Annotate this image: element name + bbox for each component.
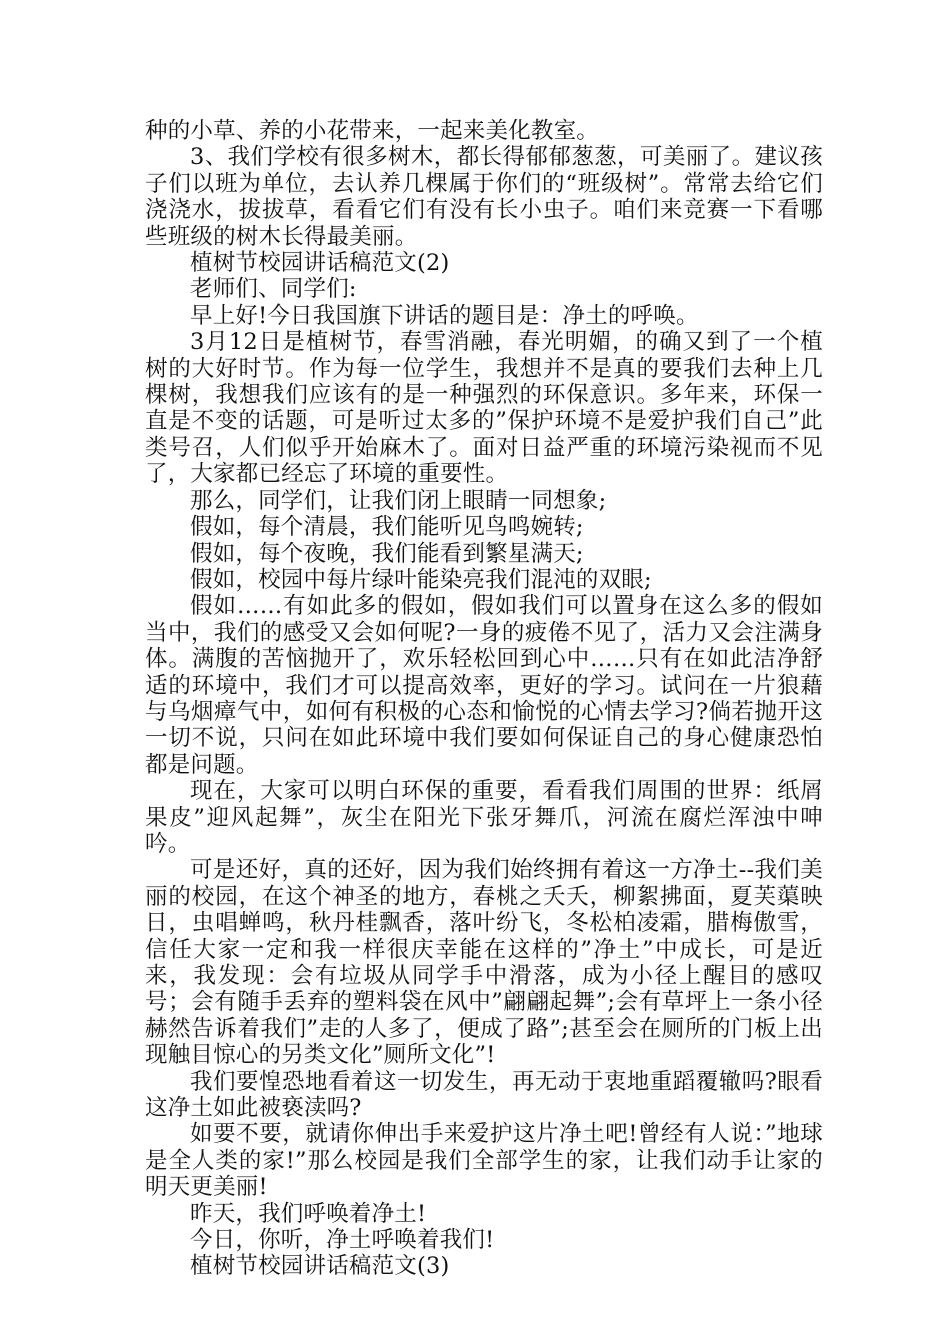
paragraph-item-3: 3、我们学校有很多树木，都长得郁郁葱葱，可美丽了。建议孩子们以班为单位，去认养几棵属于你们的“班级树”。常常去给它们浇浇水，拔拔草，看看它们有没有长小虫子。咱们来竞赛一下看哪些班级的树木长得最美丽。 xyxy=(145,144,823,250)
paragraph-if-many: 假如……有如此多的假如，假如我们可以置身在这么多的假如当中，我们的感受又会如何呢?一身的疲倦不见了，活力又会注满身体。满腹的苦恼抛开了，欢乐轻松回到心中……只有在如此洁净舒适的环境中，我们才可以提高效率，更好的学习。试问在一片狼藉与乌烟瘴气中，如何有积极的心态和愉悦的心情去学习?倘若抛开这一切不说，只问在如此环境中我们要如何保证自己的身心健康恐怕都是问题。 xyxy=(145,593,823,778)
paragraph-if-morning: 假如，每个清晨，我们能听见鸟鸣婉转; xyxy=(190,514,584,541)
paragraph-pure-land: 可是还好，真的还好，因为我们始终拥有着这一方净土--我们美丽的校园，在这个神圣的地方，春桃之夭夭，柳絮拂面，夏芙蕖映日，虫唱蝉鸣，秋丹桂飘香，落叶纷飞，冬松柏凌霜，腊梅傲雪，信任大家一定和我一样很庆幸能在这样的”净土”中成长，可是近来，我发现：会有垃圾从同学手中滑落，成为小径上醒目的感叹号；会有随手丢弃的塑料袋在风中”翩翩起舞”;会有草坪上一条小径赫然告诉着我们”走的人多了，便成了路”;甚至会在厕所的门板上出现触目惊心的另类文化”厕所文化”! xyxy=(145,857,823,1069)
paragraph-now: 现在，大家可以明白环保的重要，看看我们周围的世界：纸屑果皮”迎风起舞”，灰尘在阳光下张牙舞爪，河流在腐烂浑浊中呻吟。 xyxy=(145,778,823,857)
paragraph-today: 今日，你听，净土呼唤着我们! xyxy=(190,1227,495,1254)
paragraph-question: 我们要惶恐地看着这一切发生，再无动于衷地重蹈覆辙吗?眼看这净土如此被亵渎吗? xyxy=(145,1068,823,1122)
paragraph-call: 如要不要，就请你伸出手来爱护这片净土吧!曾经有人说：”地球是全人类的家!”那么校园是我们全部学生的家，让我们动手让家的明天更美丽! xyxy=(145,1121,823,1201)
paragraph-continuation: 种的小草、养的小花带来，一起来美化教室。 xyxy=(145,118,600,144)
paragraph-if-night: 假如，每个夜晚，我们能看到繁星满天; xyxy=(190,540,584,567)
paragraph-if-leaves: 假如，校园中每片绿叶能染亮我们混沌的双眼; xyxy=(190,566,652,593)
section-heading-3: 植树节校园讲话稿范文(3) xyxy=(190,1253,450,1280)
paragraph-arbor-day: 3月12日是植树节，春雪消融，春光明媚，的确又到了一个植树的大好时节。作为每一位学生，我想并不是真的要我们去种上几棵树，我想我们应该有的是一种强烈的环保意识。多年来，环保一直是不变的话题，可是听过太多的”保护环境不是爱护我们自己”此类号召，人们似乎开始麻木了。面对日益严重的环境污染视而不见了，大家都已经忘了环境的重要性。 xyxy=(145,329,823,488)
document-body xyxy=(145,118,823,1280)
paragraph-yesterday: 昨天，我们呼唤着净土! xyxy=(190,1200,427,1227)
greeting-paragraph: 早上好!今日我国旗下讲话的题目是：净土的呼唤。 xyxy=(190,302,699,329)
paragraph-imagine: 那么，同学们，让我们闭上眼睛一同想象; xyxy=(190,487,607,514)
salutation: 老师们、同学们: xyxy=(190,276,357,303)
section-heading-2: 植树节校园讲话稿范文(2) xyxy=(190,250,450,277)
